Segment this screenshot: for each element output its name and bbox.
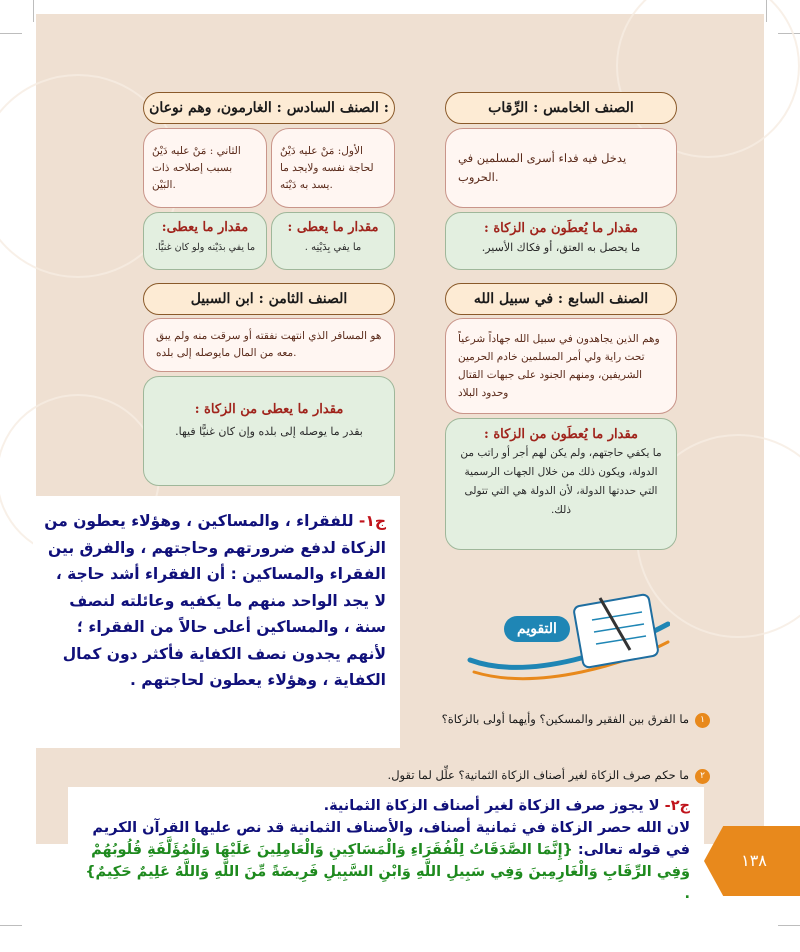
- amount-title: مقدار ما يعطى من الزكاة :: [194, 402, 344, 417]
- amount-title: مقدار ما يُعطَون من الزكاة :: [484, 221, 638, 236]
- amount-text: ما يكفي حاجتهم، ولم يكن لهم أجر أو راتب من الدولة، ويكون ذلك من خلال الجهات الرسمية التي حددتها الدولة، لأن الدولة هي التي تتولى ذلك.: [460, 447, 662, 516]
- amount-text: ما يفي بِدَيْنِه .: [304, 242, 362, 253]
- crop-mark: [778, 925, 800, 926]
- question-1-number: ١: [695, 713, 710, 728]
- amount-text: بقدر ما يوصله إلى بلده وإن كان غنيًّا فيها.: [175, 425, 363, 438]
- evaluation-swoosh-graphic: [460, 590, 670, 694]
- answer-1-box: [33, 496, 400, 748]
- card-gharimun-second: الثاني : مَنْ عليه دَيْنٌ بسبب إصلاحه ذات البَيْن.: [143, 128, 267, 208]
- card-ibnsabil-amount: [143, 376, 395, 486]
- card-fisabilillah-header: الصنف السابع : في سبيل الله: [445, 283, 677, 315]
- page-number: ١٣٨: [741, 851, 767, 870]
- answer-2-box: [68, 787, 704, 947]
- answer-2-label: ج٢-: [664, 798, 690, 814]
- answer-2-line2: لان الله حصر الزكاة في ثمانية أصناف، والأصناف الثمانية قد نص عليها القرآن الكريم في قوله تعالى:: [92, 820, 690, 858]
- amount-title: مقدار ما يُعطَون من الزكاة :: [484, 427, 638, 442]
- amount-text: ما يحصل به العتق، أو فكاك الأسير.: [481, 241, 641, 254]
- card-gharimun-header: الصنف السادس : الغارمون، وهم نوعان :: [143, 92, 395, 124]
- answer-2-verse: {إِنَّمَا الصَّدَقَاتُ لِلْفُقَرَاءِ وَالْمَسَاكِينِ وَالْعَامِلِينَ عَلَيْهَا وَالْمُؤَلَّفَةِ قُلُوبُهُمْ وَفِي الرِّقَابِ وَالْغَارِمِينَ وَفِي سَبِيلِ اللَّهِ وَابْنِ السَّبِيلِ فَرِيضَةً مِّنَ اللَّهِ وَاللَّهُ عَلِيمٌ حَكِيمٌ} .: [85, 842, 690, 902]
- question-1-text: ما الفرق بين الفقير والمسكين؟ وأيهما أولى بالزكاة؟: [441, 712, 689, 726]
- answer-2-line1: لا يجوز صرف الزكاة لغير أصناف الزكاة الثمانية.: [323, 798, 660, 814]
- card-fisabilillah-amount: [445, 418, 677, 550]
- card-riqab-header: الصنف الخامس : الرِّقاب: [445, 92, 677, 124]
- question-2: [300, 768, 710, 784]
- card-gharimun-amount-second: [143, 212, 267, 270]
- amount-title: مقدار ما يعطى:: [161, 220, 249, 235]
- answer-1-text: للفقراء ، والمساكين ، وهؤلاء يعطون من الزكاة لدفع ضرورتهم وحاجتهم ، والفرق بين الفقراء والمساكين : أن الفقراء أشد حاجة ، لا يجد الواحد منهم ما يكفيه وعائلته لنصف سنة ، والمساكين أعلى حالاً من الفقراء ؛ لأنهم يجدون نصف الكفاية فأكثر دون كمال الكفاية ، وهؤلاء يعطون لحاجتهم .: [44, 512, 386, 689]
- crop-mark: [0, 925, 22, 926]
- amount-text: ما يفي بدَيْنه ولو كان غنيًّا.: [154, 242, 256, 253]
- question-2-text: ما حكم صرف الزكاة لغير أصناف الزكاة الثمانية؟ علِّل لما تقول.: [387, 768, 689, 782]
- card-ibnsabil-body: هو المسافر الذي انتهت نفقته أو سرقت منه ولم يبق معه من المال مايوصله إلى بلده.: [143, 318, 395, 372]
- question-2-number: ٢: [695, 769, 710, 784]
- crop-mark: [33, 0, 34, 22]
- card-riqab-amount: [445, 212, 677, 270]
- evaluation-title: التقويم: [517, 621, 557, 637]
- crop-mark: [0, 33, 22, 34]
- card-ibnsabil-header: الصنف الثامن : ابن السبيل: [143, 283, 395, 315]
- card-gharimun-first: الأول: مَنْ عليه دَيْنٌ لحاجة نفسه ولايجد ما يسد به دَيْنَه.: [271, 128, 395, 208]
- card-fisabilillah-body: وهم الذين يجاهدون في سبيل الله جهاداً شرعياً تحت راية ولي أمر المسلمين خادم الحرمين الشريفين، ومنهم الجنود على جبهات القتال وحدود البلاد: [445, 318, 677, 414]
- card-riqab-body: يدخل فيه فداء أسرى المسلمين في الحروب.: [445, 128, 677, 208]
- card-gharimun-amount-first: [271, 212, 395, 270]
- amount-title: مقدار ما يعطى :: [287, 220, 379, 235]
- evaluation-banner: [460, 590, 670, 694]
- answer-1-label: ج١-: [358, 512, 386, 530]
